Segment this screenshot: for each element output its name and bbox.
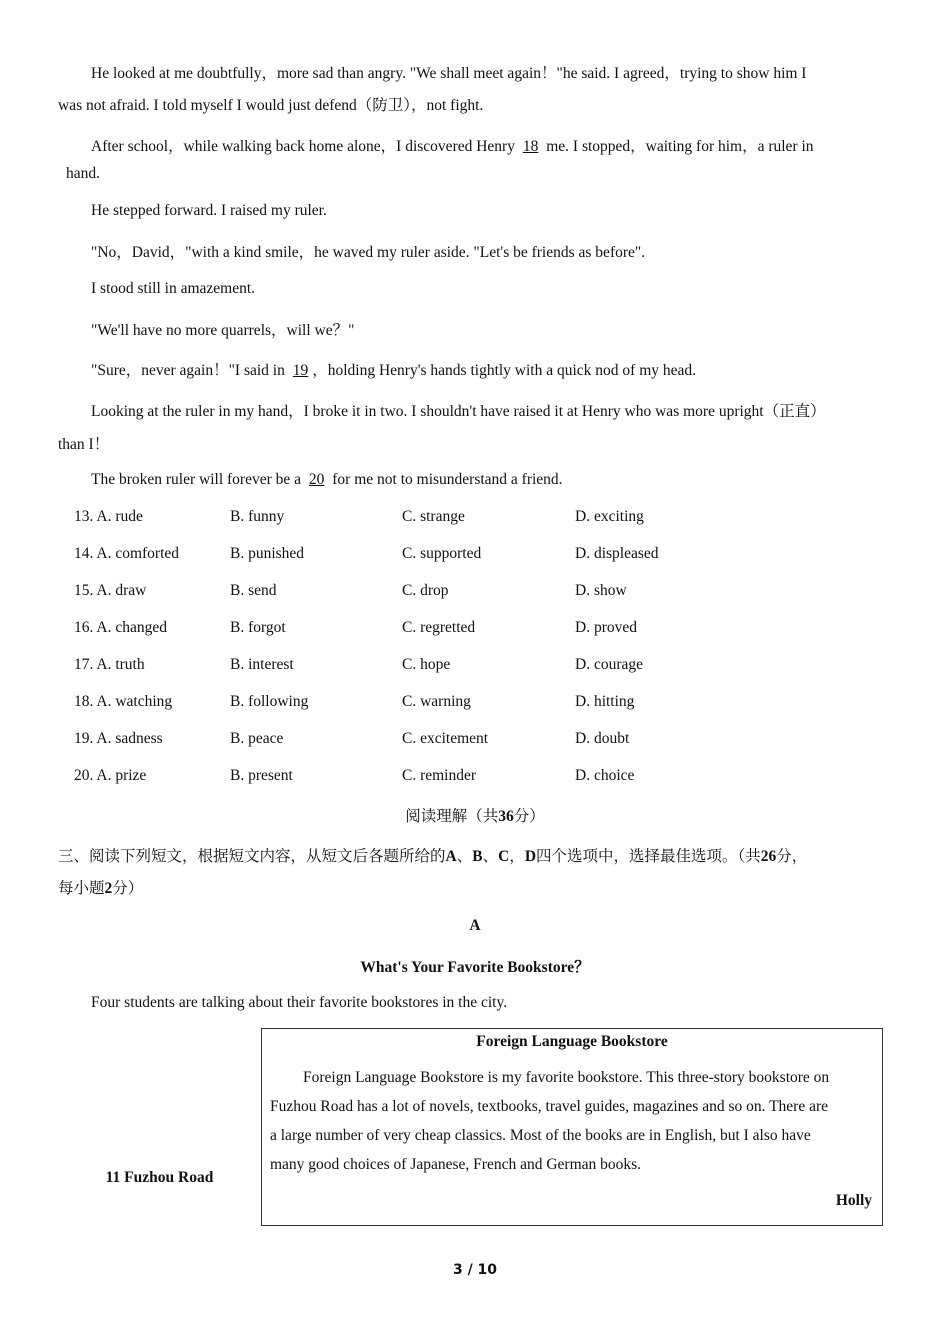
store-text: many good choices of Japanese, French and German books.	[270, 1156, 642, 1173]
option: D. displeased	[575, 545, 659, 562]
passage-line: than I！	[58, 436, 110, 453]
option: C. drop	[402, 582, 449, 599]
article-title: What's Your Favorite Bookstore？	[360, 959, 590, 976]
store-address: 11 Fuzhou Road	[105, 1169, 214, 1186]
option: D. hitting	[575, 693, 635, 710]
option: C. warning	[402, 693, 471, 710]
option: C. excitement	[402, 730, 489, 747]
option: D. courage	[575, 656, 643, 673]
article-letter: A	[469, 917, 481, 934]
option: C. supported	[402, 545, 482, 562]
passage-line: hand.	[66, 165, 101, 182]
passage-line: "We'll have no more quarrels，will we？"	[91, 322, 355, 339]
option: B. funny	[230, 508, 285, 525]
option: 20. A. prize	[74, 767, 147, 784]
option: C. hope	[402, 656, 451, 673]
section-heading: 阅读理解（共36分）	[405, 808, 545, 825]
store-text: Foreign Language Bookstore is my favorite bookstore. This three-story bookstore on	[303, 1069, 830, 1086]
option: 13. A. rude	[74, 508, 143, 525]
option: 19. A. sadness	[74, 730, 163, 747]
option: D. choice	[575, 767, 635, 784]
option: B. send	[230, 582, 277, 599]
option: D. show	[575, 582, 627, 599]
option: 17. A. truth	[74, 656, 145, 673]
option: B. interest	[230, 656, 294, 673]
option: 18. A. watching	[74, 693, 173, 710]
passage-line: "No，David，"with a kind smile，he waved my ruler aside. "Let's be friends as before".	[91, 244, 646, 261]
option: B. following	[230, 693, 309, 710]
option: C. regretted	[402, 619, 476, 636]
passage-line: The broken ruler will forever be a 20 for me not to misunderstand a friend.	[91, 471, 563, 488]
option: 16. A. changed	[74, 619, 167, 636]
option: 14. A. comforted	[74, 545, 180, 562]
option: B. forgot	[230, 619, 286, 636]
option: B. punished	[230, 545, 305, 562]
passage-line: was not afraid. I told myself I would just defend（防卫），not fight.	[58, 97, 484, 114]
option: B. present	[230, 767, 293, 784]
passage-line: He stepped forward. I raised my ruler.	[91, 202, 327, 219]
section-instructions: 三、阅读下列短文，根据短文内容，从短文后各题所给的A、B、C，D四个选项中，选择最佳选项。（共26分，	[58, 848, 808, 865]
option: C. reminder	[402, 767, 477, 784]
option: C. strange	[402, 508, 465, 525]
passage-line: He looked at me doubtfully，more sad than angry. "We shall meet again！"he said. I agreed，trying to show him I	[91, 65, 807, 82]
store-name: Foreign Language Bookstore	[476, 1033, 668, 1050]
blank-18: 18	[522, 138, 539, 155]
passage-line: I stood still in amazement.	[91, 280, 256, 297]
option: B. peace	[230, 730, 284, 747]
passage-line: Looking at the ruler in my hand，I broke it in two. I shouldn't have raised it at Henry who was more upright（正直）	[91, 403, 826, 420]
option: D. doubt	[575, 730, 630, 747]
option: 15. A. draw	[74, 582, 147, 599]
article-intro: Four students are talking about their favorite bookstores in the city.	[91, 994, 508, 1011]
passage-line: After school，while walking back home alone，I discovered Henry 18 me. I stopped，waiting for him，a ruler in	[91, 138, 814, 155]
store-box	[261, 1028, 883, 1226]
option: D. exciting	[575, 508, 644, 525]
blank-19: 19	[292, 362, 309, 379]
blank-20: 20	[308, 471, 325, 488]
section-instructions-cont: 每小题2分）	[58, 880, 144, 897]
store-text: Fuzhou Road has a lot of novels, textbooks, travel guides, magazines and so on. There are	[270, 1098, 829, 1115]
store-text: a large number of very cheap classics. Most of the books are in English, but I also have	[270, 1127, 811, 1144]
option: D. proved	[575, 619, 637, 636]
store-signature: Holly	[835, 1192, 872, 1209]
page-number: 3 / 10	[452, 1262, 498, 1278]
passage-line: "Sure，never again！"I said in 19 ，holding Henry's hands tightly with a quick nod of my head.	[91, 362, 697, 379]
